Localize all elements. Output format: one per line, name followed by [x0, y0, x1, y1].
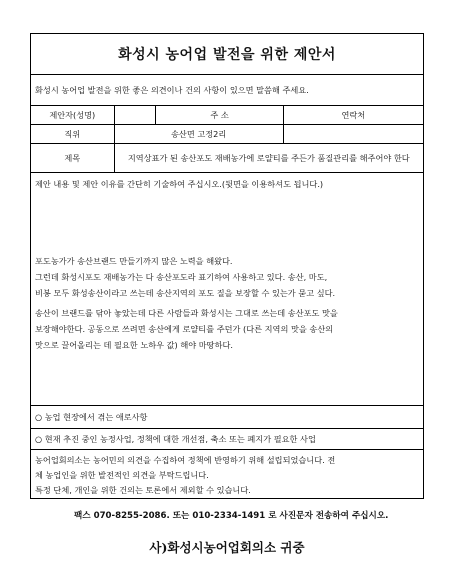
content-paragraph-1 [35, 253, 419, 301]
contact-value[interactable] [284, 125, 423, 143]
content-paragraph-2 [35, 305, 419, 353]
footer-line-1: 농어업회의소는 농어민의 의견을 수집하여 정책에 반영하기 위해 설립되었습니다. 전 [35, 455, 336, 465]
form-title: 화성시 농어업 발전을 위한 제안서 [31, 34, 423, 75]
para1-line2: 그런데 화성시포도 재배농가는 다 송산포도라 표기하여 사용하고 있다. 송산, 마도, [35, 272, 328, 282]
address-value[interactable]: 송산면 고정2리 [115, 125, 284, 143]
para2-line1: 송산이 브랜드를 닦아 놓았는데 다른 사람들과 화성시는 그대로 쓰는데 송산포도 맛을 [35, 308, 338, 318]
address-label: 주 소 [156, 106, 283, 124]
proposal-form [30, 33, 424, 499]
subject-value[interactable]: 지역상표가 된 송산포도 재배농가에 로얄티를 주든가 품질관리를 해주어야 한다 [127, 153, 410, 163]
footer-line-3: 특정 단체, 개인을 위한 건의는 토론에서 제외할 수 있습니다. [35, 485, 251, 495]
fax-instruction: 팩스 070-8255-2086. 또는 010-2334-1491 로 사진문자 전송하여 주십시오. [74, 511, 389, 521]
proposal-content[interactable] [31, 173, 423, 406]
contact-label: 연락처 [341, 109, 366, 120]
position-row [31, 125, 423, 144]
para2-line2: 보장해야한다. 공동으로 쓰려면 송산에게 로얄티를 주던가 (다른 지역의 맛을 송산의 [35, 324, 334, 334]
section-field-difficulties[interactable]: ○ 농업 현장에서 겪는 애로사항 [31, 406, 423, 429]
position-label: 직위 [31, 125, 115, 143]
content-prompt: 제안 내용 및 제안 이유를 간단히 기술하여 주십시오.(뒷면을 이용하셔도 됩니다.) [35, 179, 324, 189]
para1-line1: 포도농가가 송산브랜드 만들기까지 많은 노력을 해왔다. [35, 256, 233, 266]
proposer-label: 제안자(성명) [31, 106, 115, 124]
footer-notice [31, 450, 423, 498]
proposer-row [31, 106, 423, 125]
section-policy-improvements[interactable]: ○ 현재 추진 중인 농정사업, 정책에 대한 개선점, 축소 또는 폐지가 필요한 사업 [31, 429, 423, 450]
subject-row [31, 144, 423, 173]
subject-label: 제목 [31, 144, 115, 172]
footer-line-2: 체 농업인을 위한 발전적인 의견을 부탁드립니다. [35, 470, 209, 480]
para1-line3: 비봉 모두 화성송산이라고 쓰는데 송산지역의 포도 질을 보장할 수 있는가 묻고 싶다. [35, 288, 336, 298]
proposer-value[interactable] [115, 106, 157, 124]
recipient-signature: 사)화성시농어업회의소 귀중 [149, 540, 305, 555]
intro-text: 화성시 농어업 발전을 위한 좋은 의견이나 건의 사항이 있으면 말씀해 주세요. [31, 75, 423, 106]
para2-line3: 맛으로 끌어올리는 데 필요한 노하우 값) 해야 마땅하다. [35, 340, 234, 350]
